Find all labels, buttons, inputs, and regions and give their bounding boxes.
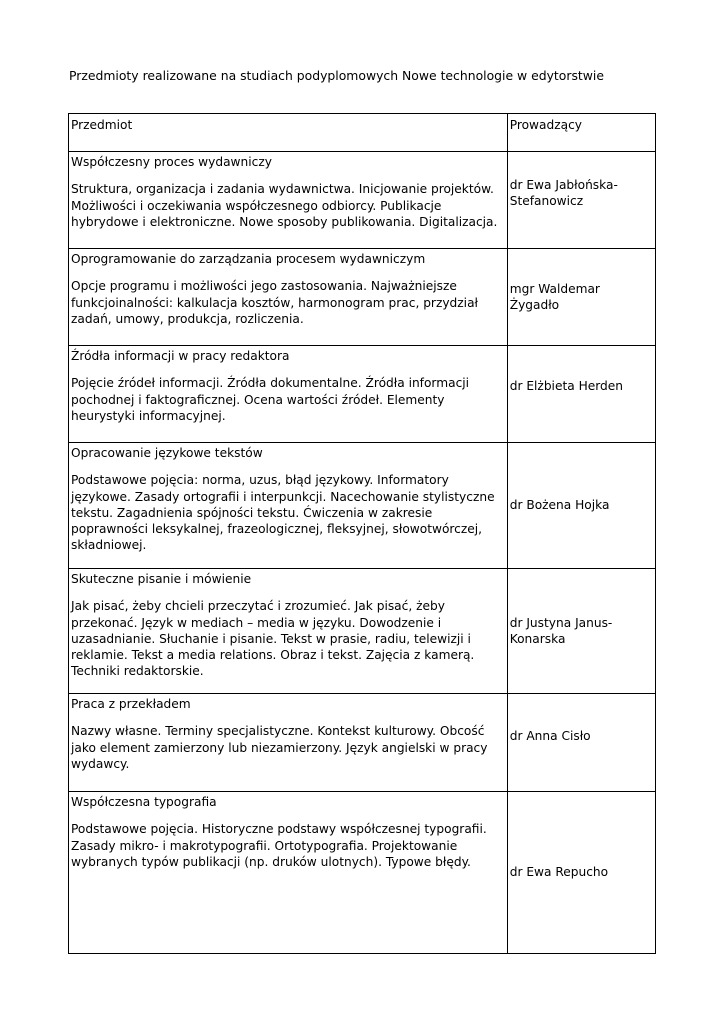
teacher-cell: dr Ewa Jabłońska-Stefanowicz	[507, 152, 655, 249]
table-row	[69, 249, 656, 346]
subject-cell	[69, 249, 508, 346]
course-description: Struktura, organizacja i zadania wydawnictwa. Inicjowanie projektów. Możliwości i oczekiwania współczesnego odbiorcy. Publikacje hybrydowe i elektroniczne. Nowe sposoby publikowania. Digitalizacja.	[71, 182, 498, 229]
subject-cell	[69, 694, 508, 792]
course-description: Opcje programu i możliwości jego zastosowania. Najważniejsze funkcjoinalności: kalkulacja kosztów, harmonogram prac, przydział zadań, umowy, produkcja, rozliczenia.	[71, 279, 479, 326]
courses-table	[68, 113, 656, 954]
teacher-cell: dr Justyna Janus-Konarska	[507, 569, 655, 694]
teacher-cell: dr Elżbieta Herden	[507, 346, 655, 443]
course-name: Oprogramowanie do zarządzania procesem wydawniczym	[71, 252, 426, 266]
subject-cell	[69, 152, 508, 249]
table-header-row	[69, 114, 656, 152]
table-row	[69, 152, 656, 249]
course-description: Pojęcie źródeł informacji. Źródła dokumentalne. Źródła informacji pochodnej i faktograficznej. Ocena wartości źródeł. Elementy heurystyki informacyjnej.	[71, 376, 470, 423]
document-title: Przedmioty realizowane na studiach podyplomowych Nowe technologie w edytorstwie	[69, 68, 604, 83]
course-description: Nazwy własne. Terminy specjalistyczne. Kontekst kulturowy. Obcość jako element zamierzony lub niezamierzony. Język angielski w pracy wydawcy.	[71, 724, 488, 771]
course-name: Skuteczne pisanie i mówienie	[71, 572, 252, 586]
table-row	[69, 443, 656, 569]
course-description: Podstawowe pojęcia: norma, uzus, błąd językowy. Informatory językowe. Zasady ortografii i interpunkcji. Nacechowanie stylistyczne tekstu. Zagadnienia spójności tekstu. Ćwiczenia w zakresie poprawności leksykalnej, frazeologicznej, fleksyjnej, słowotwórczej, składniowej.	[71, 473, 495, 553]
teacher-cell: dr Ewa Repucho	[507, 792, 655, 954]
course-name: Współczesna typografia	[71, 795, 217, 809]
course-name: Źródła informacji w pracy redaktora	[71, 349, 290, 363]
table-row	[69, 792, 656, 954]
course-description: Podstawowe pojęcia. Historyczne podstawy współczesnej typografii. Zasady mikro- i makrotypografii. Ortotypografia. Projektowanie wybranych typów publikacji (np. druków ulotnych). Typowe błędy.	[71, 822, 487, 869]
table-row	[69, 569, 656, 694]
course-description: Jak pisać, żeby chcieli przeczytać i zrozumieć. Jak pisać, żeby przekonać. Język w mediach – media w języku. Dowodzenie i uzasadnianie. Słuchanie i pisanie. Tekst w prasie, radiu, telewizji i reklamie. Tekst a media relations. Obraz i tekst. Zajęcia z kamerą. Techniki redaktorskie.	[71, 599, 475, 679]
subject-cell	[69, 443, 508, 569]
subject-cell	[69, 346, 508, 443]
table-row	[69, 346, 656, 443]
teacher-cell: mgr Waldemar Żygadło	[507, 249, 655, 346]
header-teacher: Prowadzący	[507, 114, 655, 152]
teacher-cell: dr Bożena Hojka	[507, 443, 655, 569]
course-name: Współczesny proces wydawniczy	[71, 155, 272, 169]
table-row	[69, 694, 656, 792]
header-subject: Przedmiot	[69, 114, 508, 152]
course-name: Opracowanie językowe tekstów	[71, 446, 263, 460]
teacher-cell: dr Anna Cisło	[507, 694, 655, 792]
subject-cell	[69, 569, 508, 694]
course-name: Praca z przekładem	[71, 697, 191, 711]
subject-cell	[69, 792, 508, 954]
